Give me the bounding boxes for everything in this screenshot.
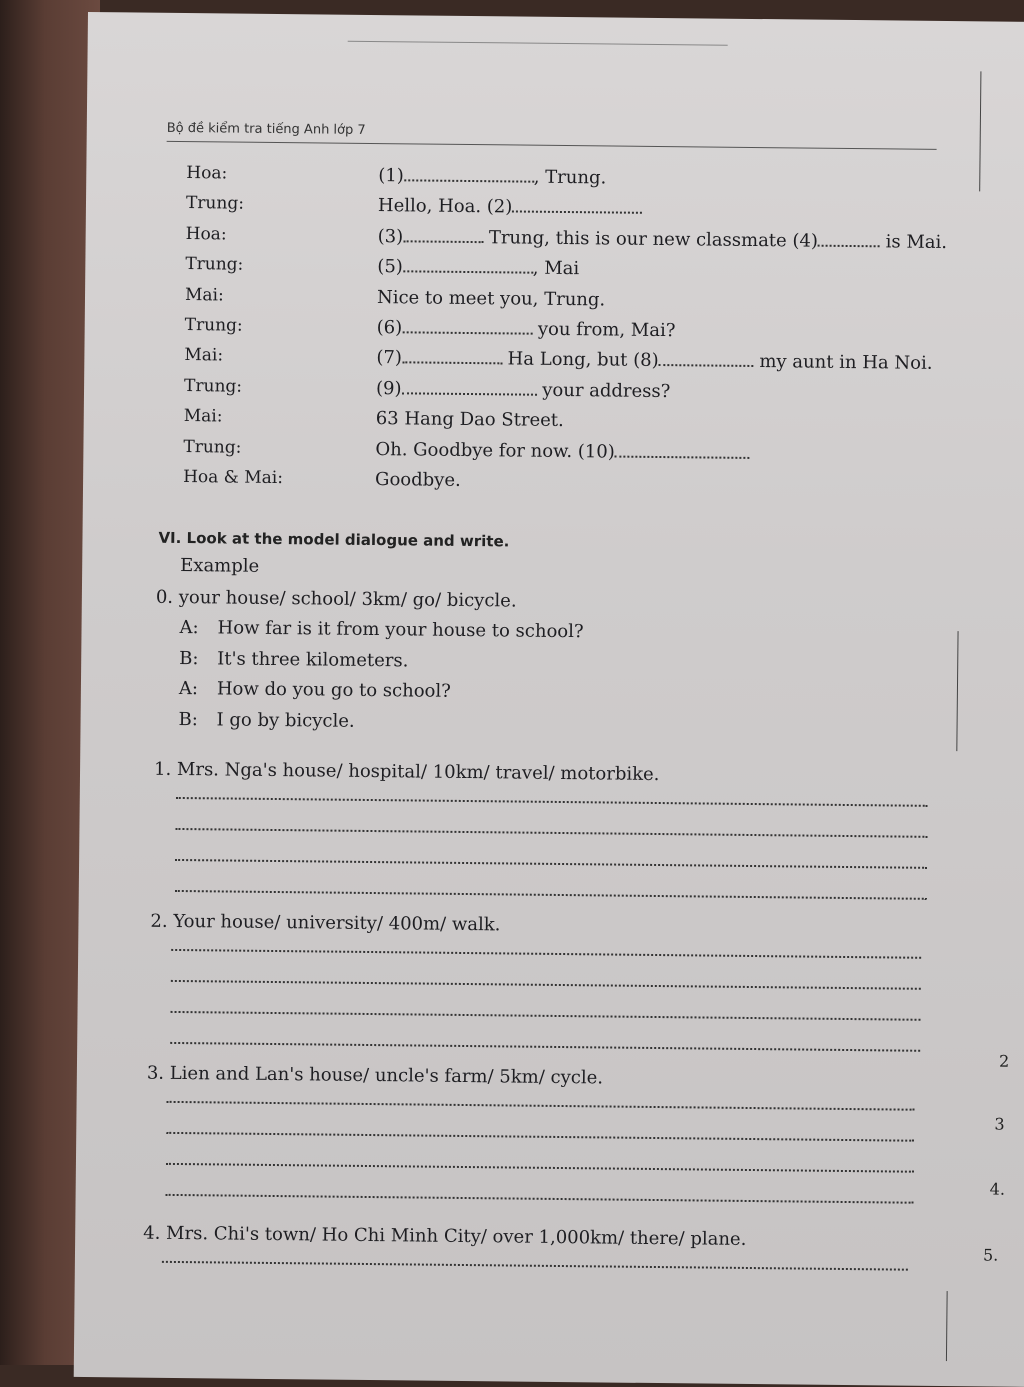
- example-text: How far is it from your house to school?: [217, 617, 584, 643]
- example-text: How do you go to school?: [216, 678, 451, 702]
- answer-blank: [615, 441, 750, 458]
- answer-blank: [404, 165, 534, 182]
- edge-line: [956, 631, 958, 751]
- dialogue-line: [377, 317, 676, 341]
- margin-number: 4.: [989, 1179, 1006, 1199]
- dialogue-line: [375, 439, 750, 464]
- dialogue-text: is Mai.: [879, 231, 948, 253]
- exercise-prompt: 1. Mrs. Nga's house/ hospital/ 10km/ travel/ motorbike.: [153, 758, 660, 786]
- answer-blank: [512, 197, 642, 214]
- dialogue-line: [378, 165, 606, 188]
- answer-line: [166, 1132, 914, 1142]
- section-heading: VI. Look at the model dialogue and write.: [158, 528, 510, 551]
- answer-line: [171, 1011, 921, 1021]
- dialogue-speaker: Hoa:: [186, 163, 228, 184]
- dialogue-line: [376, 408, 564, 431]
- answer-line: [176, 797, 928, 807]
- dialogue-text: Goodbye.: [375, 469, 461, 491]
- example-speaker: A:: [178, 677, 199, 700]
- dialogue-text: Nice to meet you, Trung.: [376, 286, 606, 311]
- exercise-prompt: 4. Mrs. Chi's town/ Ho Chi Minh City/ over 1,000km/ there/ plane.: [143, 1222, 747, 1250]
- example-prompt: 0. your house/ school/ 3km/ go/ bicycle.: [155, 586, 517, 612]
- dialogue-text: Trung, this is our new classmate (4): [483, 226, 819, 252]
- answer-blank: [402, 348, 502, 365]
- dialogue-line: [378, 226, 948, 253]
- dialogue-text: (3): [377, 225, 404, 248]
- dialogue-speaker: Trung:: [183, 436, 242, 458]
- answer-line: [171, 949, 921, 959]
- example-speaker: B:: [179, 647, 199, 669]
- dialogue-text: 63 Hang Dao Street.: [375, 408, 564, 432]
- exercise-prompt: 2. Your house/ university/ 400m/ walk.: [150, 910, 501, 936]
- margin-number: 5.: [982, 1245, 999, 1265]
- answer-blank: [403, 226, 483, 243]
- answer-blank: [403, 256, 533, 273]
- exercise-prompt: 3. Lien and Lan's house/ uncle's farm/ 5km/ cycle.: [146, 1062, 604, 1089]
- answer-line: [167, 1101, 915, 1111]
- dialogue-line: [376, 347, 932, 374]
- answer-blank: [659, 350, 754, 367]
- dialogue-speaker: Hoa & Mai:: [183, 467, 284, 489]
- dialogue-speaker: Hoa:: [185, 223, 227, 245]
- dialogue-text: , Mai: [532, 257, 580, 280]
- dialogue-text: (7): [376, 347, 403, 369]
- answer-line: [166, 1163, 914, 1173]
- dialogue-text: you from, Mai?: [532, 318, 676, 342]
- example-speaker: B:: [178, 708, 199, 730]
- dialogue-line: [378, 195, 643, 219]
- dialogue-text: Hello, Hoa. (2): [377, 195, 513, 218]
- example-text: It's three kilometers.: [217, 647, 409, 671]
- dialogue-line: [376, 378, 671, 402]
- answer-line: [175, 859, 927, 869]
- answer-line: [170, 1042, 920, 1052]
- dialogue-text: Oh. Goodbye for now. (10): [375, 438, 615, 463]
- dialogue-speaker: Mai:: [183, 406, 223, 427]
- answer-line: [171, 980, 921, 990]
- margin-number: 2: [998, 1051, 1010, 1071]
- dialogue-text: , Trung.: [533, 166, 607, 189]
- dialogue-text: (5): [377, 256, 403, 278]
- example-text: I go by bicycle.: [216, 708, 355, 732]
- dialogue-speaker: Trung:: [185, 193, 245, 215]
- edge-line: [946, 1291, 948, 1361]
- top-rule: [348, 41, 728, 46]
- header-rule: [167, 141, 937, 150]
- dialogue-speaker: Trung:: [185, 254, 244, 275]
- answer-line: [166, 1194, 914, 1204]
- dialogue-text: Ha Long, but (8): [501, 348, 659, 372]
- example-speaker: A:: [179, 616, 199, 639]
- dialogue-speaker: Mai:: [184, 284, 224, 306]
- dialogue-text: my aunt in Ha Noi.: [753, 351, 933, 375]
- dialogue-text: (9): [375, 377, 402, 400]
- answer-line: [175, 890, 927, 900]
- answer-blank: [402, 378, 537, 395]
- answer-line: [175, 828, 927, 838]
- dialogue-speaker: Mai:: [184, 345, 224, 366]
- answer-line: [162, 1261, 908, 1271]
- edge-line: [979, 71, 981, 191]
- margin-number: 3: [994, 1114, 1005, 1134]
- dialogue-line: [375, 469, 461, 491]
- answer-blank: [818, 230, 880, 247]
- dialogue-speaker: Trung:: [183, 375, 243, 397]
- example-label: Example: [180, 554, 260, 577]
- worksheet-page: [74, 12, 1024, 1387]
- dialogue-line: [377, 256, 579, 279]
- dialogue-speaker: Trung:: [184, 315, 243, 336]
- dialogue-text: (6): [376, 317, 403, 339]
- page-header-title: Bộ đề kiểm tra tiếng Anh lớp 7: [166, 120, 366, 138]
- answer-blank: [402, 317, 532, 334]
- dialogue-line: [377, 287, 605, 310]
- dialogue-text: your address?: [536, 379, 671, 402]
- dialogue-text: (1): [378, 165, 404, 187]
